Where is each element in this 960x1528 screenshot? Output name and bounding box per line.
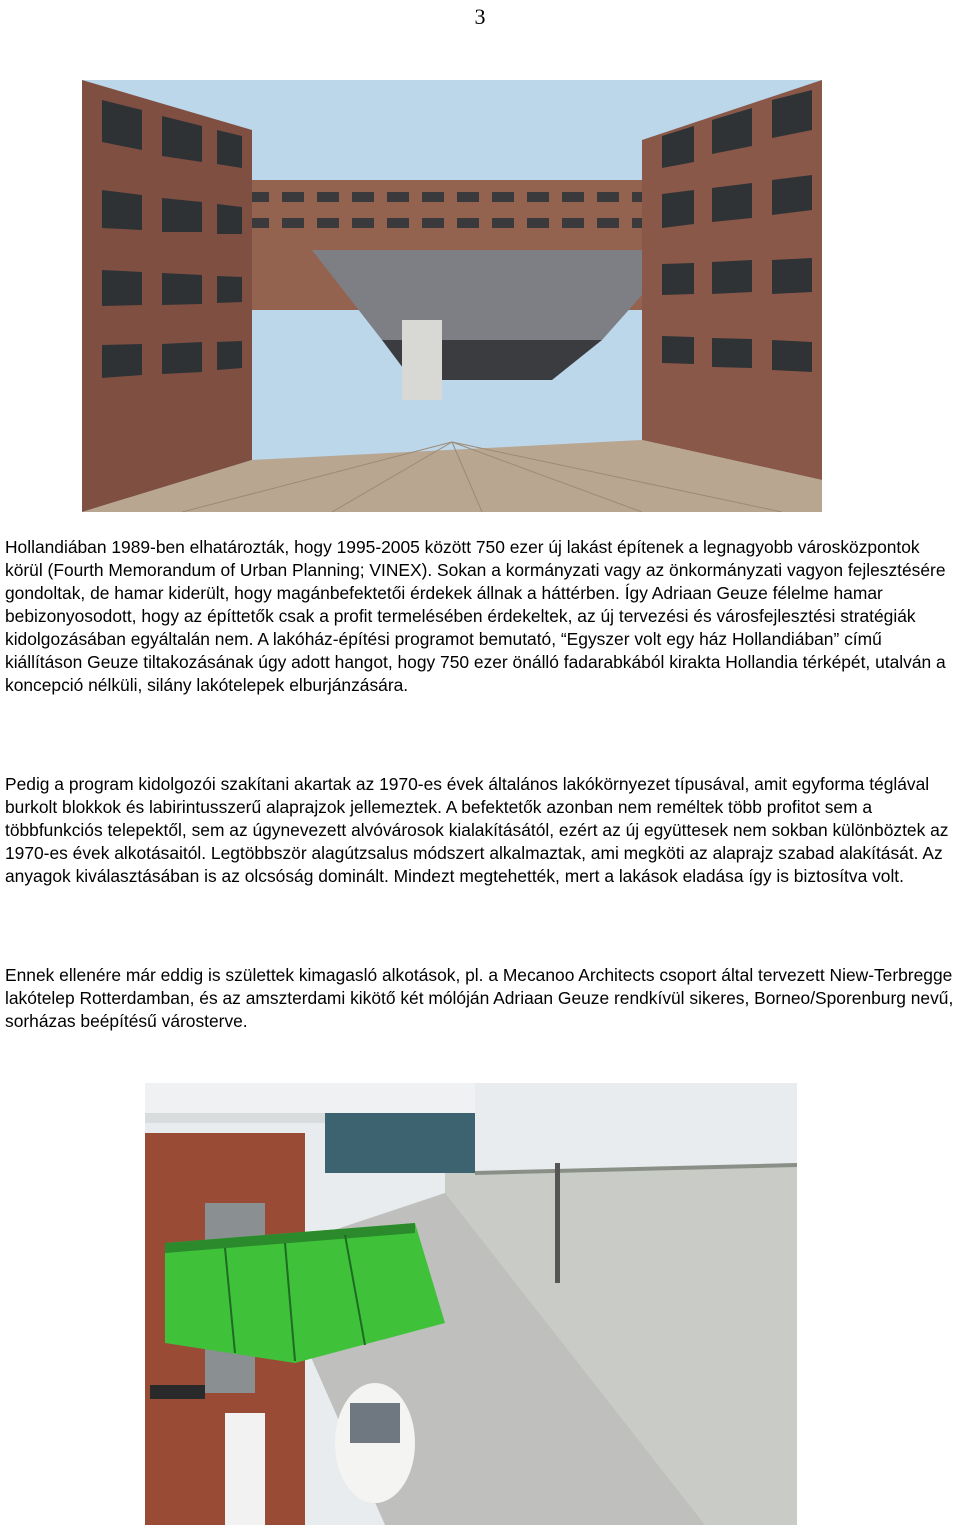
paragraph-text: Pedig a program kidolgozói szakítani akartak az 1970-es évek általános lakókörnyezet típusával, amit egyforma téglával burkolt blokkok és labirintusszerű alaprajzok jellemeztek. A befektetők azonban nem reméltek több profitot sem a többfunkciós telepektől, sem az úgynevezett alvóvárosok kialakításától, ezért az új együttesek nem sokban különböztek az 1970-es évek alkotásaitól. Legtöbbször alagútzsalus módszert alkalmaztak, ami megköti az alaprajz szabad alakítását. Az anyagok kiválasztásában is az olcsóság dominált. Mindezt megtehették, mert a lakások eladása így is biztosítva volt. xyxy=(5,774,949,886)
paragraph-text: Hollandiában 1989-ben elhatározták, hogy 1995-2005 között 750 ezer új lakást építenek a legnagyobb városközpontok körül (Fourth Memorandum of Urban Planning; VINEX). Sokan a kormányzati vagy az önkormányzati vagyon fejlesztésére gondoltak, de hamar kiderült, hogy magánbefektetői érdekek állnak a háttérben. Így Adriaan Geuze félelme hamar bebizonyosodott, hogy az építtetők csak a profit termelésében érdekeltek, az új tervezési és városfejlesztési stratégiák kidolgozásában egyáltalán nem. A lakóház-építési programot bemutató, “Egyszer volt egy ház Hollandiában” című kiállításon Geuze tiltakozásának úgy adott hangot, hogy 750 ezer önálló fadarabkából kirakta Hollandia térképét, utalván a koncepció nélküli, silány lakótelepek elburjánzására. xyxy=(5,537,946,695)
paragraph-3 xyxy=(5,964,955,1033)
courtyard-photo xyxy=(82,80,822,512)
photo-courtyard-icon xyxy=(82,80,822,512)
page-number: 3 xyxy=(474,4,486,29)
paragraph-1 xyxy=(5,536,955,697)
photo-waterfront-icon xyxy=(145,1083,797,1525)
paragraph-text: Ennek ellenére már eddig is születtek kimagasló alkotások, pl. a Mecanoo Architects csoport által tervezett Niew-Terbregge lakótelep Rotterdamban, és az amszterdami kikötő két mólóján Adriaan Geuze rendkívül sikeres, Borneo/Sporenburg nevű, sorházas beépítésű városterve. xyxy=(5,965,954,1031)
paragraph-2 xyxy=(5,773,955,888)
waterfront-photo xyxy=(145,1083,797,1525)
